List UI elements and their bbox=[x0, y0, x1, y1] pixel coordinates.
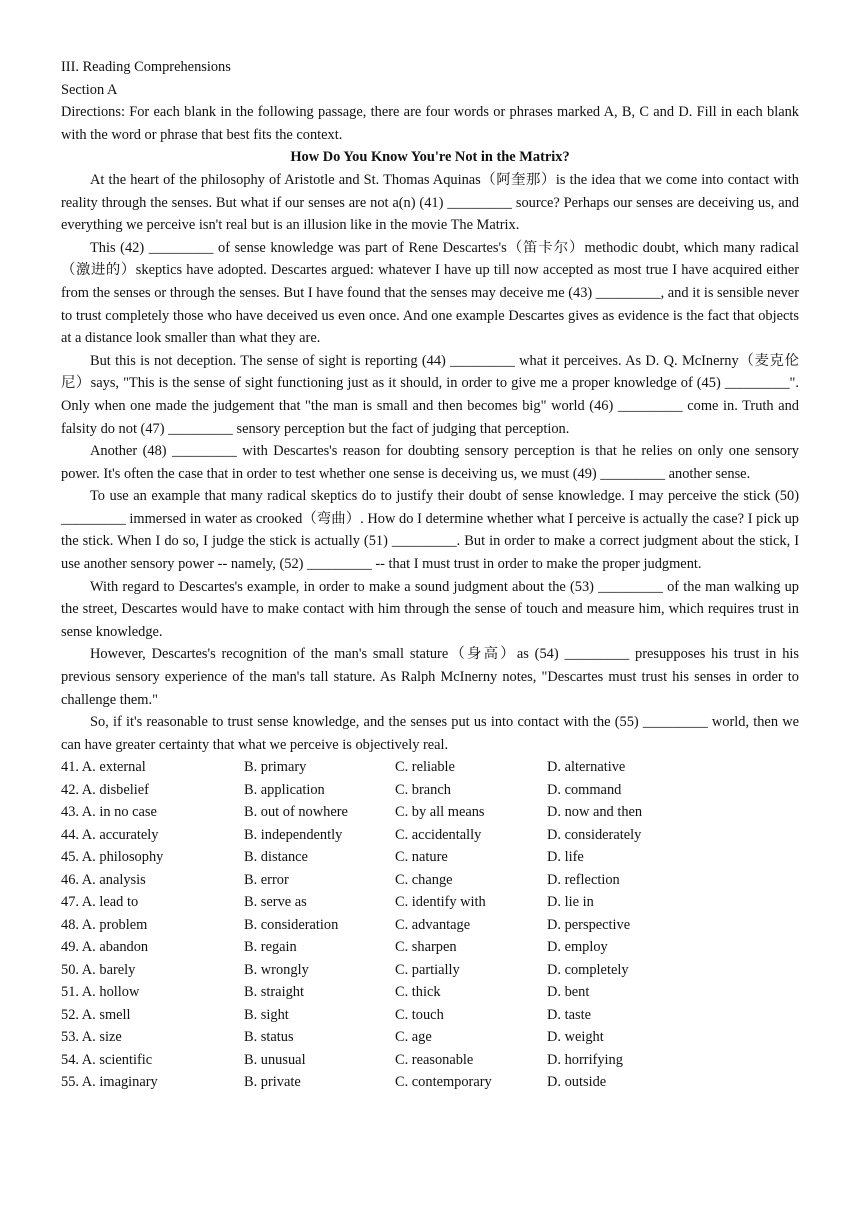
option-c: C. sharpen bbox=[395, 939, 457, 956]
option-c: C. advantage bbox=[395, 916, 471, 933]
option-b: B. primary bbox=[244, 759, 307, 776]
option-d: D. horrifying bbox=[547, 1051, 623, 1068]
option-a: 43. A. in no case bbox=[61, 804, 157, 821]
question-row bbox=[61, 914, 799, 937]
option-a: 48. A. problem bbox=[61, 916, 148, 933]
passage-paragraph: To use an example that many radical skeptics do to justify their doubt of sense knowledge. I may perceive the stick (50) _________ immersed in water as crooked（弯曲）. How do I determine whether what I perceive is actually the case? I pick up the stick. When I do so, I judge the stick is actually (51) _________. But in order to make a correct judgment about the stick, I use another sensory power -- namely, (52) _________ -- that I must trust in order to make the proper judgment. bbox=[61, 488, 799, 573]
question-row bbox=[61, 936, 799, 959]
option-a: 44. A. accurately bbox=[61, 826, 159, 843]
passage-paragraph: At the heart of the philosophy of Aristotle and St. Thomas Aquinas（阿奎那）is the idea that we come into contact with reality through the senses. But what if our senses are not a(n) (41) _________ source? Perhaps our senses are deceiving us, and everything we perceive isn't real but is an illusion like in the movie The Matrix. bbox=[61, 171, 799, 234]
option-d: D. bent bbox=[547, 984, 590, 1001]
option-a: 47. A. lead to bbox=[61, 894, 139, 911]
option-c: C. contemporary bbox=[395, 1074, 492, 1091]
option-d: D. perspective bbox=[547, 916, 631, 933]
question-row bbox=[61, 959, 799, 982]
passage-paragraph: This (42) _________ of sense knowledge was part of Rene Descartes's（笛卡尔）methodic doubt, which many radical（激进的）skeptics have adopted. Descartes argued: whatever I have up till now accepted as most true I have acquired either from the senses or through the senses. But I have found that the senses may deceive me (43) _________, and it is sensible never to trust completely those who have deceived us even once. And one example Descartes gives as evidence is the fact that objects at a distance look smaller than what they are. bbox=[61, 239, 799, 347]
option-c: C. reliable bbox=[395, 759, 455, 776]
option-a: 55. A. imaginary bbox=[61, 1074, 158, 1091]
option-b: B. sight bbox=[244, 1006, 289, 1023]
option-c: C. accidentally bbox=[395, 826, 482, 843]
option-d: D. now and then bbox=[547, 804, 643, 821]
option-a: 45. A. philosophy bbox=[61, 849, 164, 866]
option-b: B. status bbox=[244, 1029, 294, 1046]
option-a: 54. A. scientific bbox=[61, 1051, 153, 1068]
option-a: 41. A. external bbox=[61, 759, 146, 776]
option-a: 53. A. size bbox=[61, 1029, 122, 1046]
question-row bbox=[61, 1004, 799, 1027]
passage-paragraph: But this is not deception. The sense of sight is reporting (44) _________ what it perceives. As D. Q. McInerny（麦克伦尼）says, "This is the sense of sight functioning just as it should, in order to give me a proper knowledge of (45) _________". Only when one made the judgement that "the man is small and then becomes big" world (46) _________ come in. Truth and falsity do not (47) _________ sensory perception but the fact of judging that perception. bbox=[61, 352, 799, 437]
question-row bbox=[61, 824, 799, 847]
option-c: C. by all means bbox=[395, 804, 485, 821]
passage-paragraph: So, if it's reasonable to trust sense knowledge, and the senses put us into contact with the (55) _________ world, then we can have greater certainty that what we perceive is objectively real. bbox=[61, 714, 799, 753]
option-a: 46. A. analysis bbox=[61, 871, 146, 888]
passage-body bbox=[61, 169, 799, 756]
question-row bbox=[61, 891, 799, 914]
option-b: B. unusual bbox=[244, 1051, 306, 1068]
option-d: D. taste bbox=[547, 1006, 591, 1023]
option-d: D. lie in bbox=[547, 894, 594, 911]
option-b: B. serve as bbox=[244, 894, 307, 911]
option-d: D. alternative bbox=[547, 759, 626, 776]
section-subheading: Section A bbox=[61, 81, 118, 98]
option-d: D. outside bbox=[547, 1074, 607, 1091]
option-b: B. straight bbox=[244, 984, 304, 1001]
option-b: B. error bbox=[244, 871, 289, 888]
option-a: 52. A. smell bbox=[61, 1006, 131, 1023]
option-b: B. wrongly bbox=[244, 961, 309, 978]
option-d: D. completely bbox=[547, 961, 629, 978]
question-row bbox=[61, 756, 799, 779]
option-a: 42. A. disbelief bbox=[61, 781, 149, 798]
option-d: D. weight bbox=[547, 1029, 604, 1046]
option-d: D. employ bbox=[547, 939, 608, 956]
document-page bbox=[61, 56, 799, 1094]
question-row bbox=[61, 846, 799, 869]
question-row bbox=[61, 1049, 799, 1072]
section-heading: III. Reading Comprehensions bbox=[61, 59, 231, 75]
option-b: B. out of nowhere bbox=[244, 804, 348, 821]
option-c: C. branch bbox=[395, 781, 451, 798]
option-c: C. change bbox=[395, 871, 453, 888]
option-b: B. private bbox=[244, 1074, 301, 1091]
question-row bbox=[61, 869, 799, 892]
directions-text: Directions: For each blank in the following passage, there are four words or phrases marked A, B, C and D. Fill in each blank with the word or phrase that best fits the context. bbox=[61, 104, 799, 143]
option-d: D. command bbox=[547, 781, 622, 798]
question-row bbox=[61, 779, 799, 802]
option-c: C. reasonable bbox=[395, 1051, 474, 1068]
question-row bbox=[61, 981, 799, 1004]
question-row bbox=[61, 801, 799, 824]
option-b: B. application bbox=[244, 781, 325, 798]
option-b: B. regain bbox=[244, 939, 297, 956]
option-c: C. age bbox=[395, 1029, 432, 1046]
option-d: D. reflection bbox=[547, 871, 620, 888]
passage-paragraph: With regard to Descartes's example, in order to make a sound judgment about the (53) _________ of the man walking up the street, Descartes would have to make contact with him through the sense of touch and measure him, which requires trust in sense knowledge. bbox=[61, 578, 799, 640]
option-a: 50. A. barely bbox=[61, 961, 136, 978]
passage-paragraph: Another (48) _________ with Descartes's reason for doubting sensory perception is that he relies on only one sensory power. It's often the case that in order to test whether one sense is deceiving us, we must (49) _________ another sense. bbox=[61, 443, 799, 482]
option-b: B. independently bbox=[244, 826, 343, 843]
option-c: C. partially bbox=[395, 961, 460, 978]
question-row bbox=[61, 1026, 799, 1049]
passage-title: How Do You Know You're Not in the Matrix? bbox=[290, 149, 570, 166]
option-b: B. consideration bbox=[244, 916, 339, 933]
question-row bbox=[61, 1071, 799, 1094]
answer-options-list bbox=[61, 756, 799, 1094]
option-a: 49. A. abandon bbox=[61, 939, 149, 956]
option-c: C. thick bbox=[395, 984, 441, 1001]
option-c: C. touch bbox=[395, 1006, 444, 1023]
option-d: D. life bbox=[547, 849, 584, 866]
option-d: D. considerately bbox=[547, 826, 642, 843]
option-b: B. distance bbox=[244, 849, 308, 866]
option-c: C. identify with bbox=[395, 894, 486, 911]
passage-paragraph: However, Descartes's recognition of the man's small stature（身高）as (54) _________ presupposes his trust in his previous sensory experience of the man's tall stature. As Ralph McInerny notes, "Descartes must trust his senses in order to challenge them." bbox=[61, 646, 799, 708]
option-a: 51. A. hollow bbox=[61, 984, 140, 1001]
option-c: C. nature bbox=[395, 849, 448, 866]
